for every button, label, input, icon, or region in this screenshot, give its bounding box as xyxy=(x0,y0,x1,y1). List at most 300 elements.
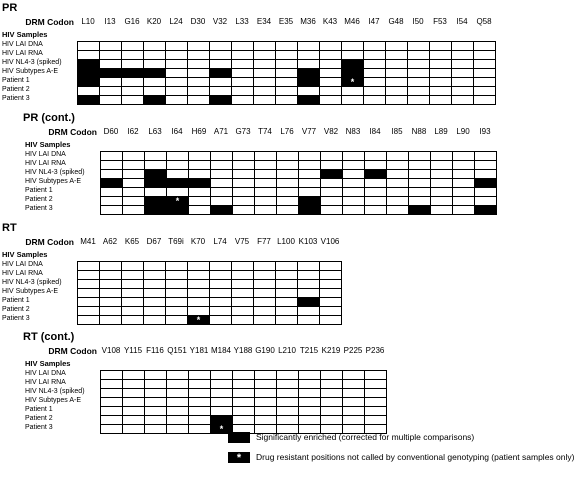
empty-cell xyxy=(123,398,145,407)
empty-cell xyxy=(453,179,475,188)
enriched-cell xyxy=(122,69,144,78)
hiv-samples-label: HIV Samples xyxy=(2,250,48,259)
empty-cell xyxy=(452,42,474,51)
empty-cell xyxy=(277,170,299,179)
empty-cell xyxy=(123,161,145,170)
empty-cell xyxy=(255,416,277,425)
empty-cell xyxy=(453,188,475,197)
empty-cell xyxy=(233,398,255,407)
empty-cell xyxy=(277,407,299,416)
codon-label: I54 xyxy=(456,17,468,26)
empty-cell xyxy=(409,152,431,161)
row-label: Patient 1 xyxy=(2,77,30,84)
empty-cell xyxy=(100,280,122,289)
empty-cell xyxy=(122,78,144,87)
drug-resistant-cell: * xyxy=(211,425,233,434)
empty-cell xyxy=(254,262,276,271)
empty-cell xyxy=(210,298,232,307)
empty-cell xyxy=(123,197,145,206)
empty-cell xyxy=(299,416,321,425)
empty-cell xyxy=(166,42,188,51)
empty-cell xyxy=(431,179,453,188)
grid-row xyxy=(78,307,342,316)
empty-cell xyxy=(210,87,232,96)
empty-cell xyxy=(276,87,298,96)
empty-cell xyxy=(232,280,254,289)
empty-cell xyxy=(365,188,387,197)
empty-cell xyxy=(145,416,167,425)
empty-cell xyxy=(122,51,144,60)
empty-cell xyxy=(100,87,122,96)
grid-row xyxy=(78,96,496,105)
empty-cell xyxy=(101,152,123,161)
empty-cell xyxy=(123,206,145,215)
empty-cell xyxy=(409,188,431,197)
empty-cell xyxy=(100,316,122,325)
empty-cell xyxy=(276,262,298,271)
empty-cell xyxy=(298,316,320,325)
empty-cell xyxy=(474,60,496,69)
empty-cell xyxy=(101,407,123,416)
row-label: Patient 1 xyxy=(2,297,30,304)
row-label: HIV LAI RNA xyxy=(25,379,66,386)
empty-cell xyxy=(320,262,342,271)
codon-label: I64 xyxy=(171,127,183,136)
empty-cell xyxy=(430,78,452,87)
grid-row xyxy=(101,389,387,398)
codon-label: F77 xyxy=(257,237,271,246)
enriched-cell xyxy=(475,206,497,215)
enriched-cell xyxy=(100,69,122,78)
codon-label: P225 xyxy=(343,346,363,355)
empty-cell xyxy=(320,42,342,51)
empty-cell xyxy=(299,161,321,170)
empty-cell xyxy=(144,87,166,96)
empty-cell xyxy=(298,60,320,69)
empty-cell xyxy=(145,425,167,434)
codon-grid xyxy=(100,370,387,434)
empty-cell xyxy=(188,271,210,280)
empty-cell xyxy=(232,298,254,307)
empty-cell xyxy=(166,69,188,78)
empty-cell xyxy=(453,152,475,161)
codon-label: V32 xyxy=(212,17,228,26)
codon-label: G16 xyxy=(124,17,140,26)
empty-cell xyxy=(255,188,277,197)
empty-cell xyxy=(189,161,211,170)
empty-cell xyxy=(254,42,276,51)
empty-cell xyxy=(387,206,409,215)
codon-label: Y115 xyxy=(123,346,143,355)
empty-cell xyxy=(122,280,144,289)
empty-cell xyxy=(123,179,145,188)
empty-cell xyxy=(365,161,387,170)
empty-cell xyxy=(277,197,299,206)
codon-label: I62 xyxy=(127,127,139,136)
empty-cell xyxy=(408,60,430,69)
empty-cell xyxy=(78,298,100,307)
empty-cell xyxy=(255,206,277,215)
codon-label: T215 xyxy=(299,346,319,355)
empty-cell xyxy=(453,170,475,179)
empty-cell xyxy=(101,389,123,398)
grid-row xyxy=(101,161,497,170)
empty-cell xyxy=(166,298,188,307)
empty-cell xyxy=(255,170,277,179)
empty-cell xyxy=(254,69,276,78)
empty-cell xyxy=(299,188,321,197)
legend-drug-resistant-text: Drug resistant positions not called by conventional genotyping (patient samples only) xyxy=(256,452,574,462)
enriched-cell xyxy=(342,60,364,69)
empty-cell xyxy=(408,87,430,96)
empty-cell xyxy=(343,389,365,398)
section-title: RT (cont.) xyxy=(23,331,75,343)
empty-cell xyxy=(321,179,343,188)
empty-cell xyxy=(431,197,453,206)
empty-cell xyxy=(254,60,276,69)
empty-cell xyxy=(166,271,188,280)
empty-cell xyxy=(254,316,276,325)
codon-label: G48 xyxy=(388,17,404,26)
empty-cell xyxy=(167,398,189,407)
codon-label: K219 xyxy=(321,346,341,355)
empty-cell xyxy=(408,51,430,60)
empty-cell xyxy=(254,289,276,298)
section-1 xyxy=(0,110,500,215)
grid-row xyxy=(78,271,342,280)
empty-cell xyxy=(122,262,144,271)
empty-cell xyxy=(321,380,343,389)
empty-cell xyxy=(166,60,188,69)
empty-cell xyxy=(144,298,166,307)
empty-cell xyxy=(166,96,188,105)
row-label: Patient 1 xyxy=(25,187,53,194)
empty-cell xyxy=(254,307,276,316)
empty-cell xyxy=(364,96,386,105)
empty-cell xyxy=(321,206,343,215)
empty-cell xyxy=(123,416,145,425)
codon-label: K20 xyxy=(146,17,162,26)
empty-cell xyxy=(233,206,255,215)
section-2 xyxy=(0,220,500,325)
codon-label: K43 xyxy=(322,17,338,26)
empty-cell xyxy=(78,316,100,325)
empty-cell xyxy=(232,42,254,51)
empty-cell xyxy=(298,280,320,289)
empty-cell xyxy=(321,197,343,206)
hiv-samples-label: HIV Samples xyxy=(25,140,71,149)
codon-label: D67 xyxy=(146,237,162,246)
codon-grid xyxy=(100,151,497,215)
enriched-cell xyxy=(298,96,320,105)
empty-cell xyxy=(298,271,320,280)
enriched-cell xyxy=(298,69,320,78)
empty-cell xyxy=(145,389,167,398)
empty-cell xyxy=(321,389,343,398)
codon-label: V77 xyxy=(301,127,317,136)
empty-cell xyxy=(255,161,277,170)
empty-cell xyxy=(343,380,365,389)
codon-label: D30 xyxy=(190,17,206,26)
empty-cell xyxy=(320,271,342,280)
empty-cell xyxy=(189,416,211,425)
empty-cell xyxy=(188,60,210,69)
empty-cell xyxy=(276,307,298,316)
grid-row xyxy=(101,407,387,416)
empty-cell xyxy=(277,179,299,188)
empty-cell xyxy=(189,152,211,161)
empty-cell xyxy=(210,289,232,298)
empty-cell xyxy=(233,371,255,380)
empty-cell xyxy=(166,289,188,298)
empty-cell xyxy=(320,60,342,69)
drm-codon-label: DRM Codon xyxy=(48,346,97,356)
row-label: HIV Subtypes A-E xyxy=(25,178,82,185)
empty-cell xyxy=(320,87,342,96)
empty-cell xyxy=(365,416,387,425)
empty-cell xyxy=(144,307,166,316)
empty-cell xyxy=(453,197,475,206)
enriched-cell xyxy=(298,298,320,307)
empty-cell xyxy=(145,161,167,170)
empty-cell xyxy=(255,152,277,161)
empty-cell xyxy=(342,87,364,96)
empty-cell xyxy=(386,78,408,87)
empty-cell xyxy=(387,161,409,170)
empty-cell xyxy=(343,407,365,416)
empty-cell xyxy=(233,161,255,170)
empty-cell xyxy=(211,380,233,389)
empty-cell xyxy=(343,170,365,179)
empty-cell xyxy=(343,197,365,206)
empty-cell xyxy=(475,197,497,206)
empty-cell xyxy=(320,307,342,316)
row-label: Patient 3 xyxy=(2,315,30,322)
empty-cell xyxy=(364,60,386,69)
empty-cell xyxy=(431,188,453,197)
row-label: HIV LAI DNA xyxy=(2,41,43,48)
empty-cell xyxy=(144,60,166,69)
row-label: HIV NL4-3 (spiked) xyxy=(25,169,85,176)
empty-cell xyxy=(211,179,233,188)
empty-cell xyxy=(453,161,475,170)
empty-cell xyxy=(364,69,386,78)
empty-cell xyxy=(78,280,100,289)
empty-cell xyxy=(320,298,342,307)
empty-cell xyxy=(122,60,144,69)
empty-cell xyxy=(210,307,232,316)
empty-cell xyxy=(321,371,343,380)
codon-label: D60 xyxy=(103,127,119,136)
empty-cell xyxy=(255,398,277,407)
enriched-cell xyxy=(145,206,167,215)
empty-cell xyxy=(343,152,365,161)
enriched-cell xyxy=(189,179,211,188)
empty-cell xyxy=(167,425,189,434)
codon-label: Y188 xyxy=(233,346,253,355)
row-label: Patient 2 xyxy=(25,415,53,422)
empty-cell xyxy=(276,298,298,307)
enriched-cell xyxy=(321,170,343,179)
empty-cell xyxy=(144,289,166,298)
codon-grid xyxy=(77,41,496,105)
empty-cell xyxy=(387,152,409,161)
empty-cell xyxy=(145,398,167,407)
empty-cell xyxy=(364,51,386,60)
codon-label: L33 xyxy=(235,17,249,26)
empty-cell xyxy=(144,262,166,271)
empty-cell xyxy=(101,416,123,425)
empty-cell xyxy=(408,42,430,51)
codon-label: K70 xyxy=(190,237,206,246)
empty-cell xyxy=(232,78,254,87)
codon-label: E34 xyxy=(256,17,272,26)
codon-label: M41 xyxy=(80,237,96,246)
empty-cell xyxy=(320,69,342,78)
empty-cell xyxy=(78,42,100,51)
empty-cell xyxy=(211,188,233,197)
empty-cell xyxy=(145,407,167,416)
codon-label: M184 xyxy=(210,346,231,355)
empty-cell xyxy=(276,316,298,325)
grid-row xyxy=(78,60,496,69)
empty-cell xyxy=(166,78,188,87)
section-3 xyxy=(0,329,500,434)
empty-cell xyxy=(166,51,188,60)
empty-cell xyxy=(342,51,364,60)
enriched-cell xyxy=(78,60,100,69)
empty-cell xyxy=(277,398,299,407)
empty-cell xyxy=(188,78,210,87)
drug-resistant-cell: * xyxy=(167,197,189,206)
empty-cell xyxy=(233,380,255,389)
empty-cell xyxy=(320,96,342,105)
empty-cell xyxy=(232,87,254,96)
empty-cell xyxy=(430,87,452,96)
empty-cell xyxy=(431,152,453,161)
empty-cell xyxy=(276,69,298,78)
empty-cell xyxy=(431,206,453,215)
empty-cell xyxy=(188,69,210,78)
codon-label: L74 xyxy=(213,237,227,246)
empty-cell xyxy=(232,307,254,316)
empty-cell xyxy=(364,42,386,51)
empty-cell xyxy=(255,389,277,398)
empty-cell xyxy=(277,152,299,161)
empty-cell xyxy=(409,170,431,179)
empty-cell xyxy=(211,407,233,416)
empty-cell xyxy=(100,307,122,316)
empty-cell xyxy=(276,96,298,105)
codon-label: I85 xyxy=(391,127,403,136)
empty-cell xyxy=(408,69,430,78)
empty-cell xyxy=(100,298,122,307)
empty-cell xyxy=(386,60,408,69)
empty-cell xyxy=(232,96,254,105)
enriched-cell xyxy=(101,179,123,188)
empty-cell xyxy=(298,87,320,96)
legend-star-swatch: * xyxy=(228,452,250,463)
empty-cell xyxy=(254,280,276,289)
empty-cell xyxy=(189,371,211,380)
empty-cell xyxy=(453,206,475,215)
empty-cell xyxy=(386,69,408,78)
empty-cell xyxy=(299,152,321,161)
enriched-cell xyxy=(210,96,232,105)
empty-cell xyxy=(386,51,408,60)
row-label: HIV LAI RNA xyxy=(2,50,43,57)
enriched-cell xyxy=(299,197,321,206)
row-label: HIV LAI RNA xyxy=(2,270,43,277)
empty-cell xyxy=(144,316,166,325)
empty-cell xyxy=(387,188,409,197)
empty-cell xyxy=(343,371,365,380)
empty-cell xyxy=(365,197,387,206)
row-label: Patient 3 xyxy=(2,95,30,102)
grid-row xyxy=(78,78,496,87)
empty-cell xyxy=(101,371,123,380)
empty-cell xyxy=(474,51,496,60)
empty-cell xyxy=(78,289,100,298)
empty-cell xyxy=(276,271,298,280)
hiv-samples-label: HIV Samples xyxy=(2,30,48,39)
grid-row xyxy=(78,42,496,51)
codon-label: P236 xyxy=(365,346,385,355)
empty-cell xyxy=(188,289,210,298)
row-label: Patient 2 xyxy=(2,86,30,93)
grid-row xyxy=(101,380,387,389)
row-label: HIV Subtypes A-E xyxy=(2,288,59,295)
drug-resistant-cell: * xyxy=(342,78,364,87)
empty-cell xyxy=(408,96,430,105)
codon-label: Q58 xyxy=(476,17,492,26)
empty-cell xyxy=(144,271,166,280)
empty-cell xyxy=(254,298,276,307)
grid-row xyxy=(78,316,342,325)
codon-label: I50 xyxy=(412,17,424,26)
empty-cell xyxy=(299,170,321,179)
enriched-cell xyxy=(78,69,100,78)
empty-cell xyxy=(343,416,365,425)
grid-row xyxy=(101,152,497,161)
row-label: Patient 2 xyxy=(25,196,53,203)
empty-cell xyxy=(78,262,100,271)
codon-label: I13 xyxy=(104,17,116,26)
empty-cell xyxy=(167,407,189,416)
enriched-cell xyxy=(144,69,166,78)
empty-cell xyxy=(188,96,210,105)
empty-cell xyxy=(364,78,386,87)
empty-cell xyxy=(254,78,276,87)
empty-cell xyxy=(475,152,497,161)
empty-cell xyxy=(475,170,497,179)
empty-cell xyxy=(101,188,123,197)
empty-cell xyxy=(123,188,145,197)
codon-label: T69i xyxy=(168,237,184,246)
empty-cell xyxy=(276,289,298,298)
empty-cell xyxy=(122,307,144,316)
empty-cell xyxy=(255,179,277,188)
empty-cell xyxy=(475,161,497,170)
codon-label: A62 xyxy=(102,237,118,246)
grid-row xyxy=(101,188,497,197)
empty-cell xyxy=(276,51,298,60)
row-label: HIV NL4-3 (spiked) xyxy=(2,279,62,286)
codon-label: G73 xyxy=(235,127,251,136)
enriched-cell xyxy=(145,170,167,179)
empty-cell xyxy=(189,206,211,215)
empty-cell xyxy=(321,161,343,170)
